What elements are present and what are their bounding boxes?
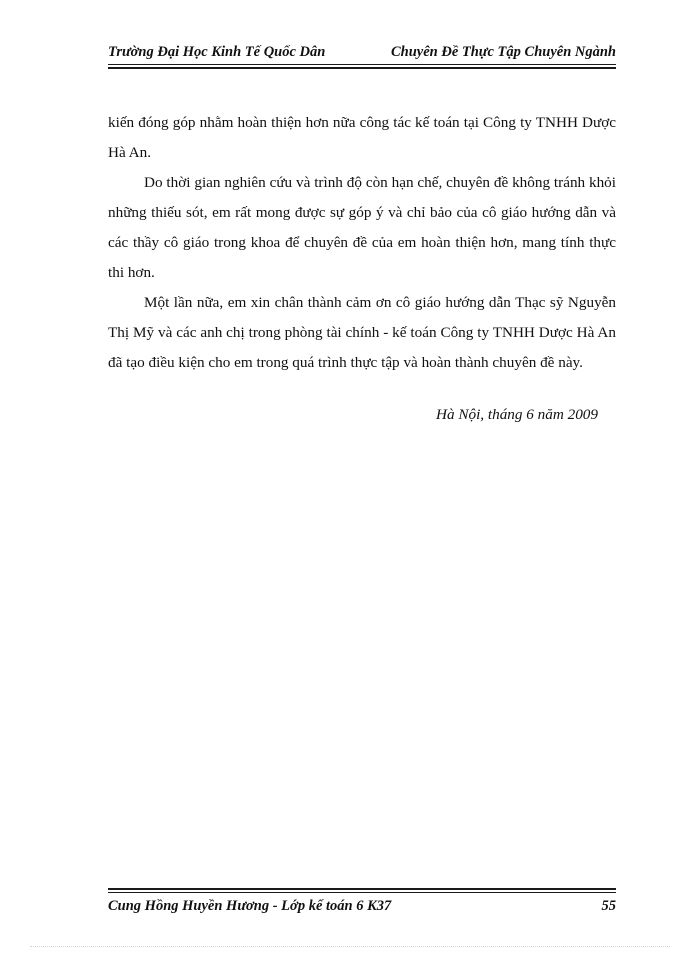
page-header (108, 44, 616, 64)
footer-rule-thick (108, 888, 616, 890)
footer-rule-thin (108, 892, 616, 893)
page-number: 55 (601, 898, 616, 914)
paragraph-limitations: Do thời gian nghiên cứu và trình độ còn hạn chế, chuyên đề không tránh khỏi những thiếu sót, em rất mong được sự góp ý và chỉ bảo của cô giáo hướng dẫn và các thầy cô giáo trong khoa để chuyên đề của em hoàn thiện hơn, mang tính thực thi hơn. (108, 174, 616, 281)
paragraph-acknowledgement: Một lần nữa, em xin chân thành cảm ơn cô giáo hướng dẫn Thạc sỹ Nguyễn Thị Mỹ và các anh chị trong phòng tài chính - kế toán Công ty TNHH Dược Hà An đã tạo điều kiện cho em trong quá trình thực tập và hoàn thành chuyên đề này. (108, 294, 616, 371)
header-rule-thin (108, 64, 616, 65)
paragraph-continuation: kiến đóng góp nhằm hoàn thiện hơn nữa công tác kế toán tại Công ty TNHH Dược Hà An. (108, 114, 616, 161)
header-rule-thick (108, 67, 616, 69)
page-footer (108, 898, 616, 918)
footer-author-class: Cung Hồng Huyền Hương - Lớp kế toán 6 K37 (108, 898, 392, 914)
place-date: Hà Nội, tháng 6 năm 2009 (435, 406, 598, 423)
header-report-title: Chuyên Đề Thực Tập Chuyên Ngành (390, 44, 616, 60)
header-university: Trường Đại Học Kinh Tế Quốc Dân (108, 44, 326, 60)
page-edge-divider (30, 946, 670, 947)
body-text (108, 108, 616, 378)
